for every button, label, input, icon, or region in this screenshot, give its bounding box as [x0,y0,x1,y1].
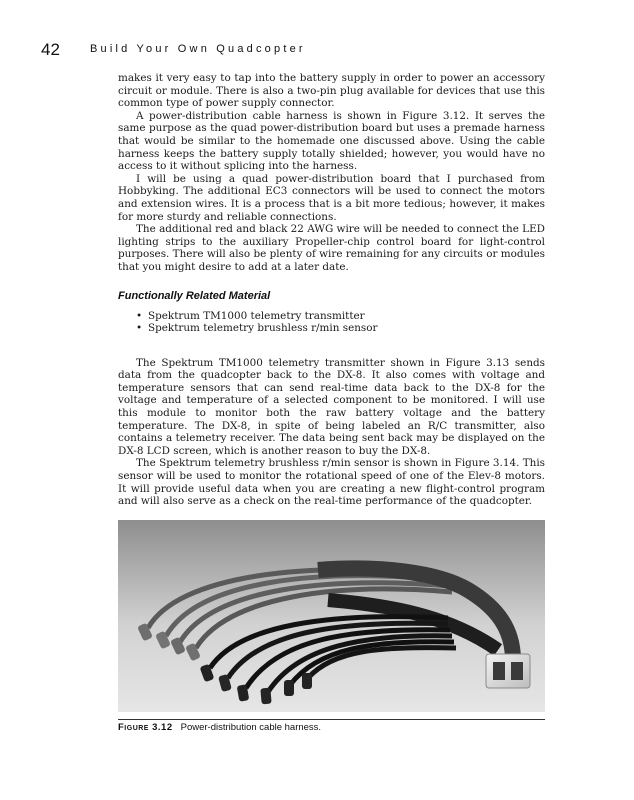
paragraph: I will be using a quad power-distribution board that I purchased from Hobbyking. The additional EC3 connectors will be used to connect the motors and extension wires. It is a process that is a bit more tedious; however, it makes for more sturdy and reliable connections. [118,172,545,223]
paragraph: The additional red and black 22 AWG wire will be needed to connect the LED lighting strips to the auxiliary Propeller-chip control board for light-control purposes. There will also be plenty of wire remaining for any circuits or modules that you might desire to add at a later date. [118,223,545,273]
figure-caption [118,722,321,733]
figure-photo-cable-harness [118,520,545,712]
section-heading: Functionally Related Material [118,289,271,302]
paragraph: makes it very easy to tap into the battery supply in order to power an accessory circuit or module. There is also a two-pin plug available for devices that use this common type of power supply connector. [118,72,545,110]
figure-caption-text: Power-distribution cable harness. [180,722,322,733]
paragraph: The Spektrum telemetry brushless r/min sensor is shown in Figure 3.14. This sensor will be used to monitor the rotational speed of one of the Elev-8 motors. It will provide useful data when you are creating a new flight-control program and will also serve as a check on the real-time performance of the quadcopter. [118,457,545,508]
paragraph: A power-distribution cable harness is shown in Figure 3.12. It serves the same purpose as the quad power-distribution board but uses a premade harness that would be similar to the homemade one discussed above. Using the cable harness keeps the battery supply totally shielded; however, you would have no access to it without splicing into the harness. [118,109,545,173]
caption-rule [118,719,545,720]
list-item: • Spektrum TM1000 telemetry transmitter [148,310,545,323]
paragraph: The Spektrum TM1000 telemetry transmitter shown in Figure 3.13 sends data from the quadcopter back to the DX-8. It also comes with voltage and temperature sensors that can send real-time data back to the DX-8 for the voltage and temperature of a selected component to be monitored. I will use this module to monitor both the raw battery voltage and the battery temperature. The DX-8, in spite of being labeled an R/C transmitter, also contains a telemetry receiver. The data being sent back may be displayed on the DX-8 LCD screen, which is another reason to buy the DX-8. [118,356,545,457]
list-item: • Spektrum telemetry brushless r/min sensor [148,322,545,335]
bullet-list [118,310,545,335]
running-title: Build Your Own Quadcopter [90,43,306,55]
body-text [118,72,545,508]
page-number: 42 [41,40,60,59]
figure-label: Figure 3.12 [118,722,173,733]
